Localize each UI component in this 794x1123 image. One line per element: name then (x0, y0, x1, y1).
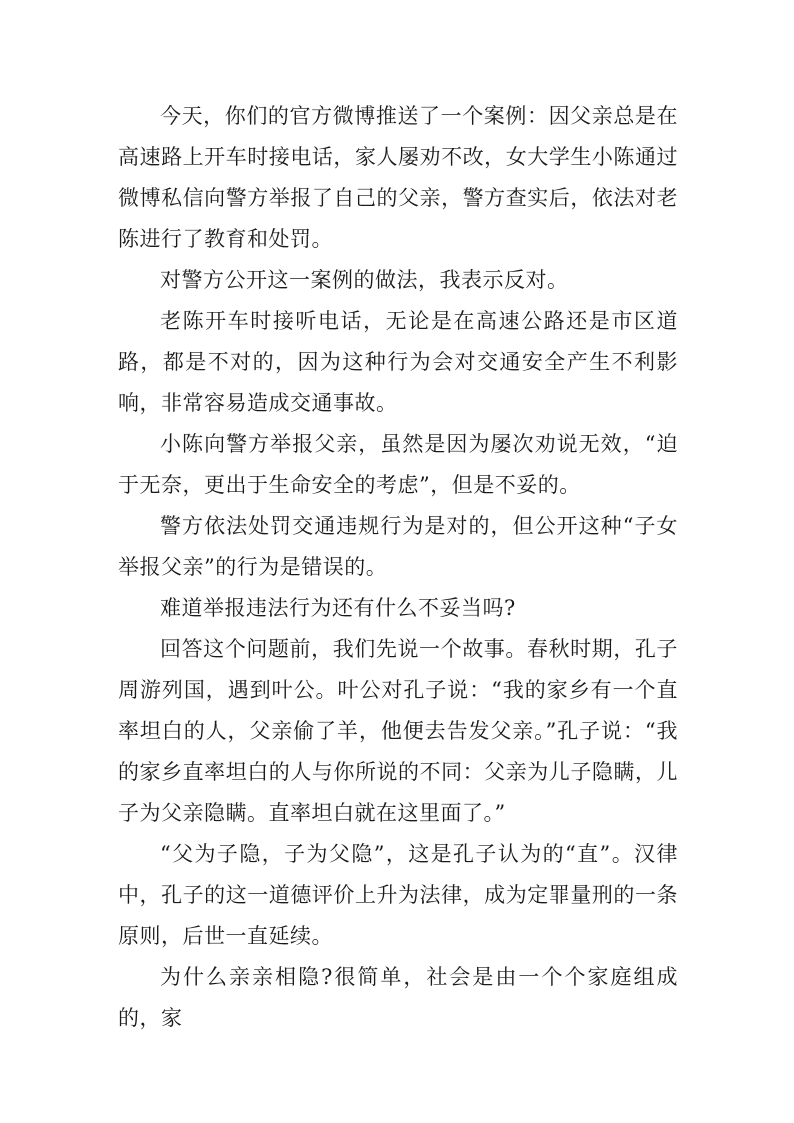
paragraph-7: 回答这个问题前，我们先说一个故事。春秋时期，孔子周游列国，遇到叶公。叶公对孔子说：“我的家乡有一个直率坦白的人，父亲偷了羊，他便去告发父亲。”孔子说：“我的家乡直率坦白的人与你所说的不同：父亲为儿子隐瞒，儿子为父亲隐瞒。直率坦白就在这里面了。” (118, 637, 678, 825)
paragraph-6: 难道举报违法行为还有什么不妥当吗? (160, 596, 516, 620)
paragraph-9: 为什么亲亲相隐?很简单，社会是由一个个家庭组成的，家 (118, 965, 678, 1030)
paragraph-5: 警方依法处罚交通违规行为是对的，但公开这种“子女举报父亲”的行为是错误的。 (118, 514, 678, 579)
paragraph-2: 对警方公开这一案例的做法，我表示反对。 (160, 268, 569, 292)
paragraph-4: 小陈向警方举报父亲，虽然是因为屡次劝说无效，“迫于无奈，更出于生命安全的考虑”，但是不妥的。 (118, 432, 678, 497)
paragraph-3: 老陈开车时接听电话，无论是在高速公路还是市区道路，都是不对的，因为这种行为会对交通安全产生不利影响，非常容易造成交通事故。 (118, 309, 678, 415)
paragraph-1: 今天，你们的官方微博推送了一个案例：因父亲总是在高速路上开车时接电话，家人屡劝不改，女大学生小陈通过微博私信向警方举报了自己的父亲，警方查实后，依法对老陈进行了教育和处罚。 (118, 104, 678, 251)
paragraph-8: “父为子隐，子为父隐”，这是孔子认为的“直”。汉律中，孔子的这一道德评价上升为法律，成为定罪量刑的一条原则，后世一直延续。 (118, 842, 678, 948)
document-body (118, 96, 678, 1039)
